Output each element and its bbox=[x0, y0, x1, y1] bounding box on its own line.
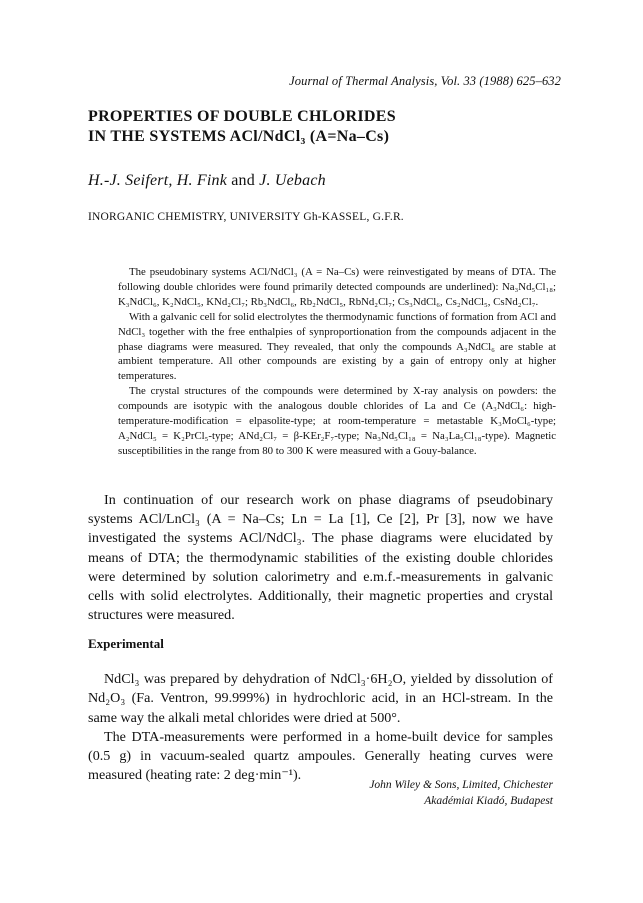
abstract-paragraph-3: The crystal structures of the compounds were determined by X-ray analysis on powders: the compounds are isotypic with the analogous double chlorides of La and Ce (A₃NdCl₆: high-temperature-modification = elpasolite-type; at room-temperature = metastable K₃MoCl₆-type; A₂NdCl₅ = K₂PrCl₅-type; ANd₂Cl₇ = β-KEr₂F₇-type; Na₃Nd₅Cl₁₈ = Na₃La₅Cl₁₈-type). Magnetic susceptibilities in the range from 80 to 300 K were measured with a Gouy-balance. bbox=[118, 385, 556, 457]
title-line-1: PROPERTIES OF DOUBLE CHLORIDES bbox=[88, 108, 396, 125]
abstract-paragraph-2: With a galvanic cell for solid electrolytes the thermodynamic functions of formation from ACl and NdCl₃ together with the free enthalpies of synproportionation from the compounds adjacent in the phase diagrams were measured. They revealed, that only the compounds A₃NdCl₆ are stable at ambient temperature. All other compounds are existing by a gain of entropy only at higher temperatures. bbox=[118, 310, 556, 383]
section-heading-experimental: Experimental bbox=[88, 636, 164, 651]
author-list bbox=[88, 172, 326, 190]
experimental-paragraph-2: The DTA-measurements were performed in a home-built device for samples (0.5 g) in vacuum-sealed quartz ampoules. Generally heating curves were measured (heating rate: 2 deg·min⁻¹). bbox=[88, 728, 553, 784]
author-1: H.-J. Seifert, bbox=[88, 172, 173, 189]
experimental-paragraph-1: NdCl₃ was prepared by dehydration of NdCl₃·6H₂O, yielded by dissolution of Nd₂O₃ (Fa. Ventron, 99.999%) in hydrochloric acid, in an HCl-stream. In the same way the alkali metal chlorides were dried at 500°. bbox=[88, 671, 553, 726]
publisher-line-2: Akadémiai Kiadó, Budapest bbox=[424, 795, 553, 807]
paper-title bbox=[88, 107, 396, 147]
publisher-info bbox=[369, 777, 553, 809]
author-conjunction: and bbox=[231, 172, 255, 189]
author-3: J. Uebach bbox=[259, 172, 326, 189]
journal-citation: Journal of Thermal Analysis, Vol. 33 (1988) 625–632 bbox=[289, 74, 561, 88]
intro-paragraph: In continuation of our research work on phase diagrams of pseudobinary systems ACl/LnCl₃ (A = Na–Cs; Ln = La [1], Ce [2], Pr [3], now we have investigated the systems ACl/NdCl₃. The phase diagrams were elucidated by means of DTA; the thermodynamic stabilities of the existing double chlorides were determined by solution calorimetry and e.m.f.-measurements in galvanic cells with solid electrolytes. Additionally, their magnetic properties and crystal structures were measured. bbox=[88, 492, 553, 624]
publisher-line-1: John Wiley & Sons, Limited, Chichester bbox=[369, 779, 553, 791]
author-2: H. Fink bbox=[176, 172, 228, 189]
abstract-paragraph-1: The pseudobinary systems ACl/NdCl₃ (A = Na–Cs) were reinvestigated by means of DTA. The following double chlorides were found primarily detected compounds are underlined): Na₃Nd₅Cl₁₈; K₃NdCl₆, K₂NdCl₅, KNd₂Cl₇; Rb₃NdCl₆, Rb₂NdCl₅, RbNd₂Cl₇; Cs₃NdCl₆, Cs₂NdCl₅, CsNd₂Cl₇. bbox=[118, 266, 556, 308]
abstract bbox=[118, 265, 556, 459]
experimental-body bbox=[88, 670, 553, 786]
title-line-2: IN THE SYSTEMS ACl/NdCl₃ (A=Na–Cs) bbox=[88, 128, 390, 145]
affiliation: INORGANIC CHEMISTRY, UNIVERSITY Gh-KASSEL, G.F.R. bbox=[88, 211, 404, 223]
introduction bbox=[88, 491, 553, 625]
